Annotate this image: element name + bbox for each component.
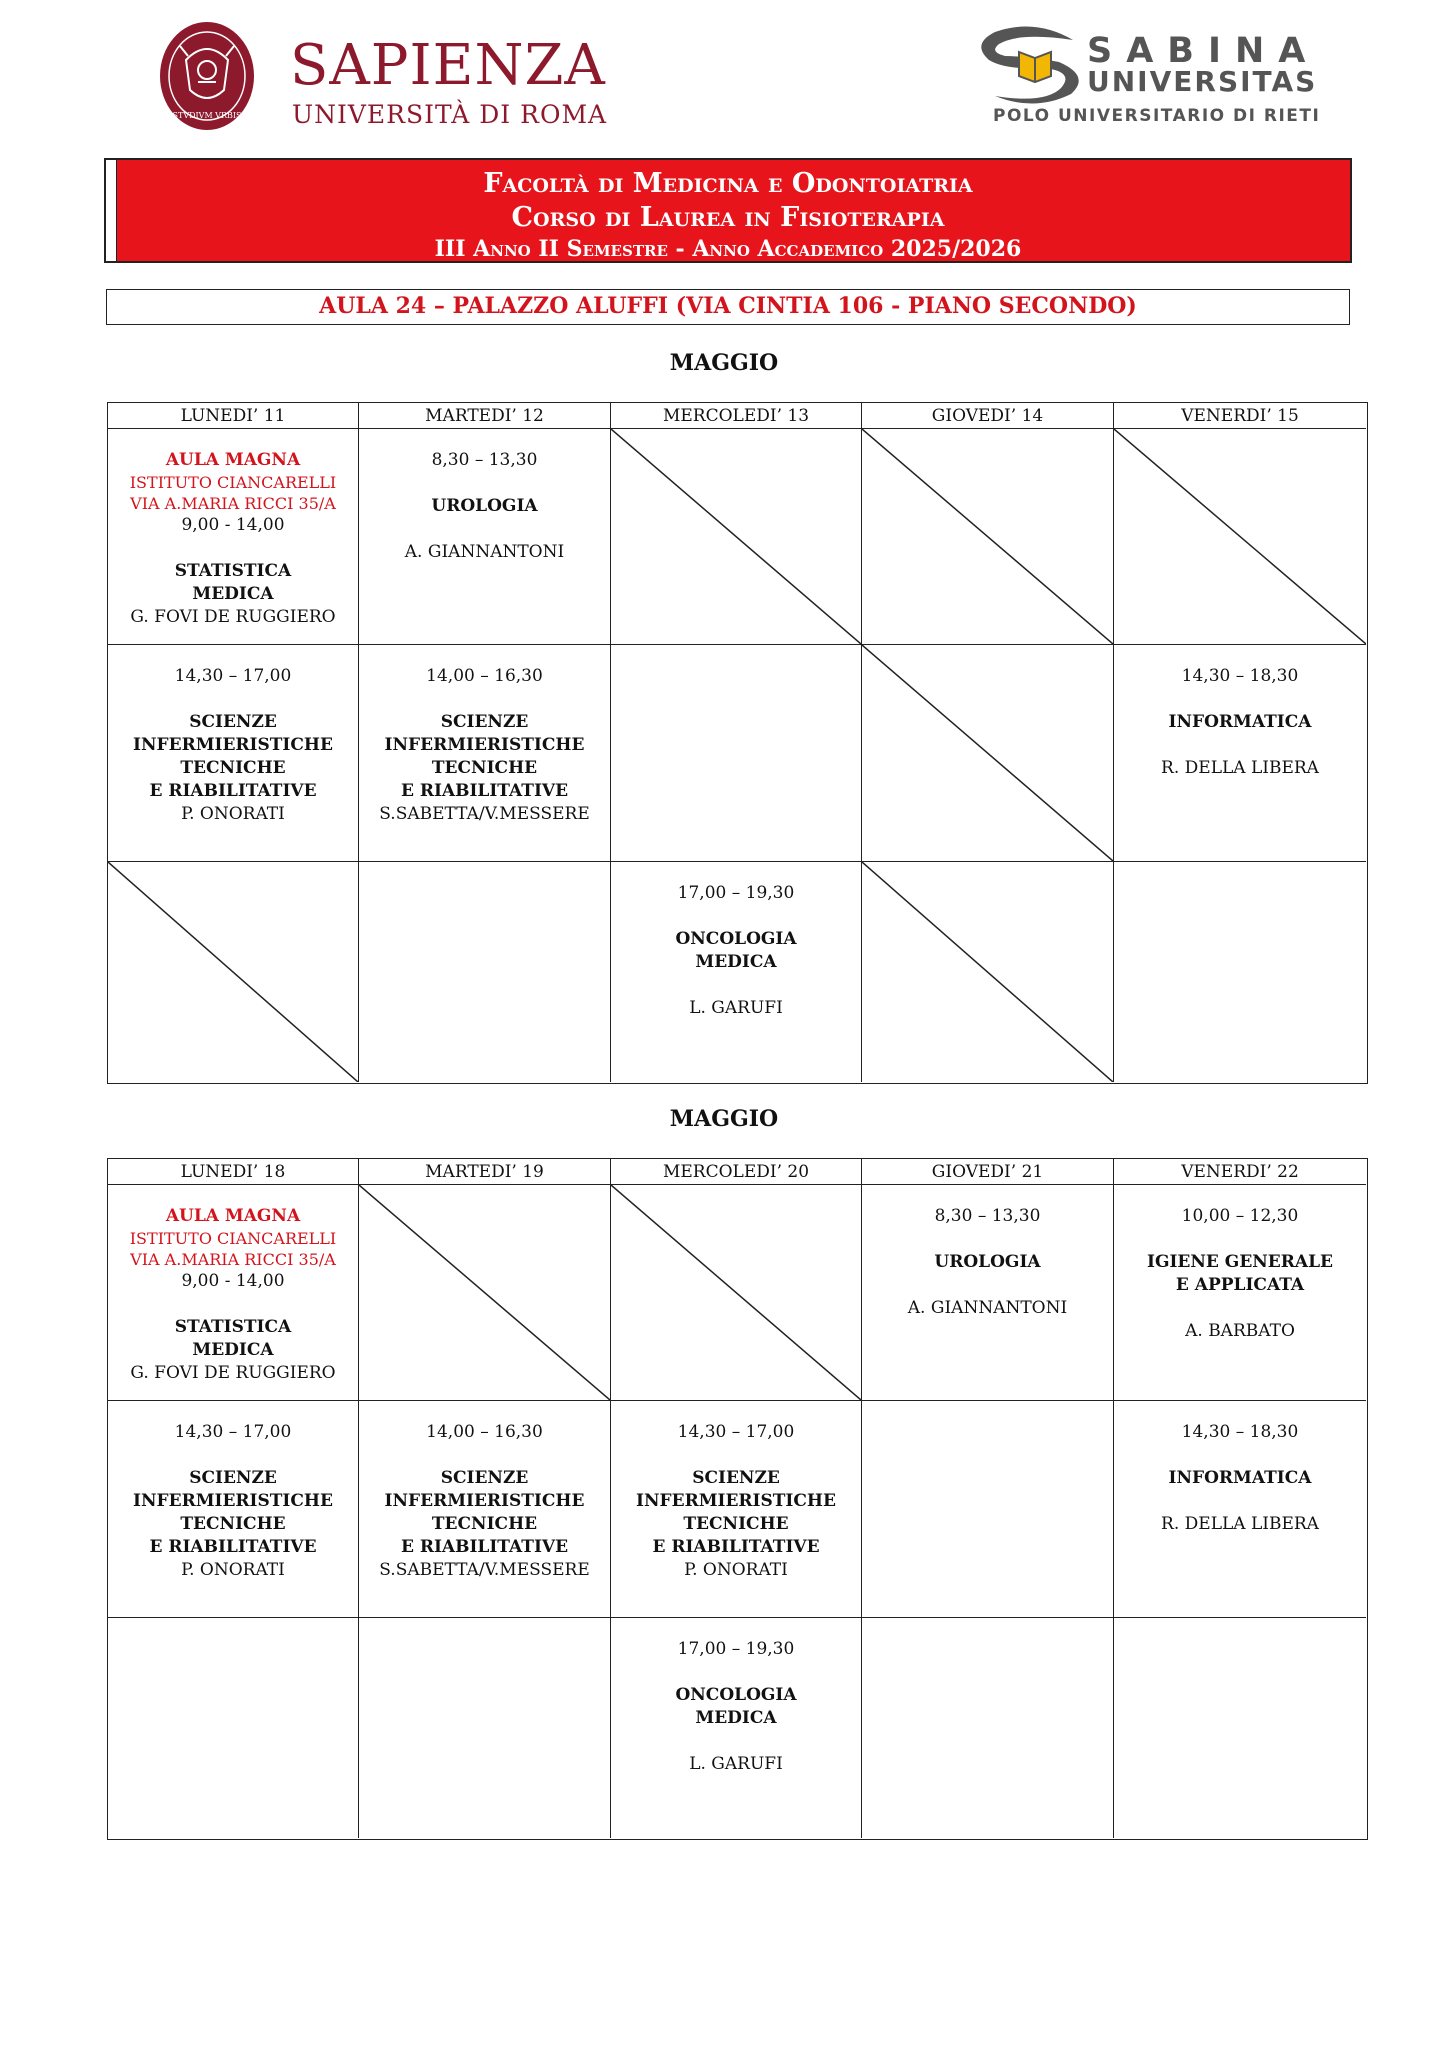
- sabina-swoosh-icon: [975, 22, 1087, 106]
- week1-day-tue: MARTEDI’ 12: [359, 403, 611, 429]
- week2-schedule-table: [107, 1158, 1368, 1840]
- aula-magna-label: AULA MAGNA: [165, 1206, 301, 1226]
- lesson-subject-2: INFERMIERISTICHE: [384, 1491, 585, 1511]
- week2-thu-slot2-blank: [862, 1401, 1114, 1618]
- lesson-subject-4: E RIABILITATIVE: [400, 781, 569, 801]
- week2-tue-slot2: [359, 1401, 611, 1618]
- lesson-teacher: R. DELLA LIBERA: [1161, 758, 1319, 778]
- sabina-logo: [975, 22, 1327, 132]
- lesson-subject: SCIENZE: [692, 1468, 780, 1488]
- week2-tue-slot1-empty: [359, 1185, 611, 1401]
- week2-fri-slot3-blank: [1114, 1618, 1366, 1838]
- week2-day-tue: MARTEDI’ 19: [359, 1159, 611, 1185]
- lesson-teacher: P. ONORATI: [181, 1560, 285, 1580]
- institute-label: ISTITUTO CIANCARELLI: [129, 473, 337, 492]
- sapienza-logo: [158, 20, 608, 140]
- institute-label: ISTITUTO CIANCARELLI: [129, 1229, 337, 1248]
- lesson-subject-2: MEDICA: [192, 1340, 274, 1360]
- aula-magna-label: AULA MAGNA: [165, 450, 301, 470]
- crossed-out-mark: [862, 429, 1113, 644]
- lesson-time: 14,30 – 17,00: [174, 1422, 292, 1442]
- lesson-subject: ONCOLOGIA: [675, 929, 797, 949]
- lesson-teacher: G. FOVI DE RUGGIERO: [130, 1363, 336, 1383]
- week2-mon-slot1: [108, 1185, 359, 1401]
- lesson-time: 17,00 – 19,30: [677, 883, 795, 903]
- lesson-subject-4: E RIABILITATIVE: [149, 781, 317, 801]
- lesson-subject-4: E RIABILITATIVE: [652, 1537, 820, 1557]
- faculty-banner: [104, 158, 1352, 263]
- week2-mon-slot2: [108, 1401, 359, 1618]
- banner-year: III Anno II Semestre - Anno Accademico 2025/2026: [434, 236, 1022, 262]
- lesson-subject: SCIENZE: [440, 712, 529, 732]
- week2-day-fri: VENERDI’ 22: [1114, 1159, 1366, 1185]
- lesson-subject-2: INFERMIERISTICHE: [133, 735, 333, 755]
- seal-text: STVDIVM VRBIS: [172, 111, 242, 120]
- week1-fri-slot2: [1114, 645, 1366, 862]
- lesson-subject: SCIENZE: [189, 712, 277, 732]
- lesson-subject: INFORMATICA: [1168, 1468, 1312, 1488]
- lesson-subject-2: MEDICA: [695, 1708, 777, 1728]
- lesson-subject-4: E RIABILITATIVE: [400, 1537, 569, 1557]
- lesson-subject-3: TECNICHE: [180, 758, 286, 778]
- aula-location: AULA 24 – PALAZZO ALUFFI (VIA CINTIA 106 - PIANO SECONDO): [106, 289, 1350, 325]
- week1-tue-slot2: [359, 645, 611, 862]
- week2-wed-slot3: [611, 1618, 862, 1838]
- lesson-subject-3: TECNICHE: [180, 1514, 286, 1534]
- lesson-time: 8,30 – 13,30: [934, 1206, 1041, 1226]
- lesson-teacher: L. GARUFI: [689, 1754, 783, 1774]
- lesson-subject-4: E RIABILITATIVE: [149, 1537, 317, 1557]
- sapienza-seal-icon: [158, 20, 256, 132]
- week2-fri-slot2: [1114, 1401, 1366, 1618]
- lesson-subject-3: TECNICHE: [431, 758, 538, 778]
- week1-thu-slot2-empty: [862, 645, 1114, 862]
- week1-tue-slot1: [359, 429, 611, 645]
- sabina-polo: POLO UNIVERSITARIO DI RIETI: [993, 106, 1321, 126]
- lesson-time: 14,30 – 18,30: [1181, 1422, 1299, 1442]
- week2-day-mon: LUNEDI’ 18: [108, 1159, 359, 1185]
- lesson-subject-3: TECNICHE: [431, 1514, 538, 1534]
- lesson-teacher: G. FOVI DE RUGGIERO: [130, 607, 336, 627]
- crossed-out-mark: [862, 862, 1113, 1082]
- lesson-subject: SCIENZE: [189, 1468, 277, 1488]
- sapienza-subtitle: UNIVERSITÀ DI ROMA: [292, 100, 608, 129]
- week2-wed-slot2: [611, 1401, 862, 1618]
- lesson-subject: STATISTICA: [174, 1317, 292, 1337]
- lesson-subject-2: INFERMIERISTICHE: [384, 735, 585, 755]
- lesson-subject-2: INFERMIERISTICHE: [133, 1491, 333, 1511]
- crossed-out-mark: [611, 1185, 861, 1400]
- lesson-subject: ONCOLOGIA: [675, 1685, 797, 1705]
- week2-fri-slot1: [1114, 1185, 1366, 1401]
- address-label: VIA A.MARIA RICCI 35/A: [130, 1250, 336, 1269]
- lesson-teacher: A. GIANNANTONI: [907, 1298, 1068, 1318]
- lesson-time: 14,00 – 16,30: [426, 666, 543, 686]
- crossed-out-mark: [611, 429, 861, 644]
- crossed-out-mark: [359, 1185, 610, 1400]
- week1-wed-slot1-empty: [611, 429, 862, 645]
- crossed-out-mark: [862, 645, 1113, 861]
- lesson-teacher: L. GARUFI: [689, 998, 783, 1018]
- week1-mon-slot1: [108, 429, 359, 645]
- lesson-teacher: A. GIANNANTONI: [404, 542, 565, 562]
- week1-day-wed: MERCOLEDI’ 13: [611, 403, 862, 429]
- lesson-subject: IGIENE GENERALE: [1147, 1252, 1333, 1272]
- week1-fri-slot1-empty: [1114, 429, 1366, 645]
- week2-month: MAGGIO: [669, 1106, 779, 1132]
- week1-mon-slot2: [108, 645, 359, 862]
- week2-tue-slot3-blank: [359, 1618, 611, 1838]
- week2-day-wed: MERCOLEDI’ 20: [611, 1159, 862, 1185]
- week1-mon-slot3-empty: [108, 862, 359, 1082]
- lesson-teacher: P. ONORATI: [684, 1560, 788, 1580]
- week2-mon-slot3-blank: [108, 1618, 359, 1838]
- lesson-time: 14,30 – 18,30: [1181, 666, 1299, 686]
- lesson-subject: UROLOGIA: [431, 496, 538, 516]
- lesson-subject: SCIENZE: [440, 1468, 529, 1488]
- week1-tue-slot3-blank: [359, 862, 611, 1082]
- crossed-out-mark: [1114, 429, 1366, 644]
- week2-day-thu: GIOVEDI’ 21: [862, 1159, 1114, 1185]
- lesson-time: 9,00 - 14,00: [181, 1271, 285, 1291]
- lesson-subject: UROLOGIA: [934, 1252, 1041, 1272]
- week1-month: MAGGIO: [669, 350, 779, 376]
- lesson-time: 17,00 – 19,30: [677, 1639, 795, 1659]
- banner-course: Corso di Laurea in Fisioterapia: [511, 202, 945, 233]
- lesson-time: 14,30 – 17,00: [677, 1422, 795, 1442]
- week1-thu-slot3-empty: [862, 862, 1114, 1082]
- sabina-name: SABINA: [1087, 31, 1320, 71]
- lesson-teacher: A. BARBATO: [1185, 1321, 1295, 1341]
- lesson-teacher: S.SABETTA/V.MESSERE: [379, 1560, 590, 1580]
- lesson-subject-2: INFERMIERISTICHE: [636, 1491, 836, 1511]
- week2-wed-slot1-empty: [611, 1185, 862, 1401]
- lesson-time: 10,00 – 12,30: [1181, 1206, 1299, 1226]
- week1-wed-slot3: [611, 862, 862, 1082]
- sabina-universitas: UNIVERSITAS: [1087, 65, 1318, 98]
- lesson-subject: STATISTICA: [174, 561, 292, 581]
- week1-fri-slot3-blank: [1114, 862, 1366, 1082]
- week1-schedule-table: [107, 402, 1368, 1084]
- lesson-teacher: S.SABETTA/V.MESSERE: [379, 804, 590, 824]
- lesson-time: 14,00 – 16,30: [426, 1422, 543, 1442]
- lesson-teacher: P. ONORATI: [181, 804, 285, 824]
- lesson-subject-2: MEDICA: [695, 952, 777, 972]
- sapienza-name: SAPIENZA: [290, 33, 606, 98]
- week1-day-mon: LUNEDI’ 11: [108, 403, 359, 429]
- lesson-time: 9,00 - 14,00: [181, 515, 285, 535]
- lesson-subject-3: TECNICHE: [683, 1514, 789, 1534]
- week1-day-thu: GIOVEDI’ 14: [862, 403, 1114, 429]
- address-label: VIA A.MARIA RICCI 35/A: [130, 494, 336, 513]
- week1-thu-slot1-empty: [862, 429, 1114, 645]
- lesson-subject: INFORMATICA: [1168, 712, 1312, 732]
- crossed-out-mark: [108, 862, 358, 1082]
- lesson-subject-2: MEDICA: [192, 584, 274, 604]
- lesson-time: 8,30 – 13,30: [431, 450, 538, 470]
- lesson-time: 14,30 – 17,00: [174, 666, 292, 686]
- week1-day-fri: VENERDI’ 15: [1114, 403, 1366, 429]
- banner-faculty: Facoltà di Medicina e Odontoiatria: [483, 168, 973, 199]
- week2-thu-slot1: [862, 1185, 1114, 1401]
- week2-thu-slot3-blank: [862, 1618, 1114, 1838]
- week1-wed-slot2-blank: [611, 645, 862, 862]
- lesson-subject-2: E APPLICATA: [1175, 1275, 1305, 1295]
- lesson-teacher: R. DELLA LIBERA: [1161, 1514, 1319, 1534]
